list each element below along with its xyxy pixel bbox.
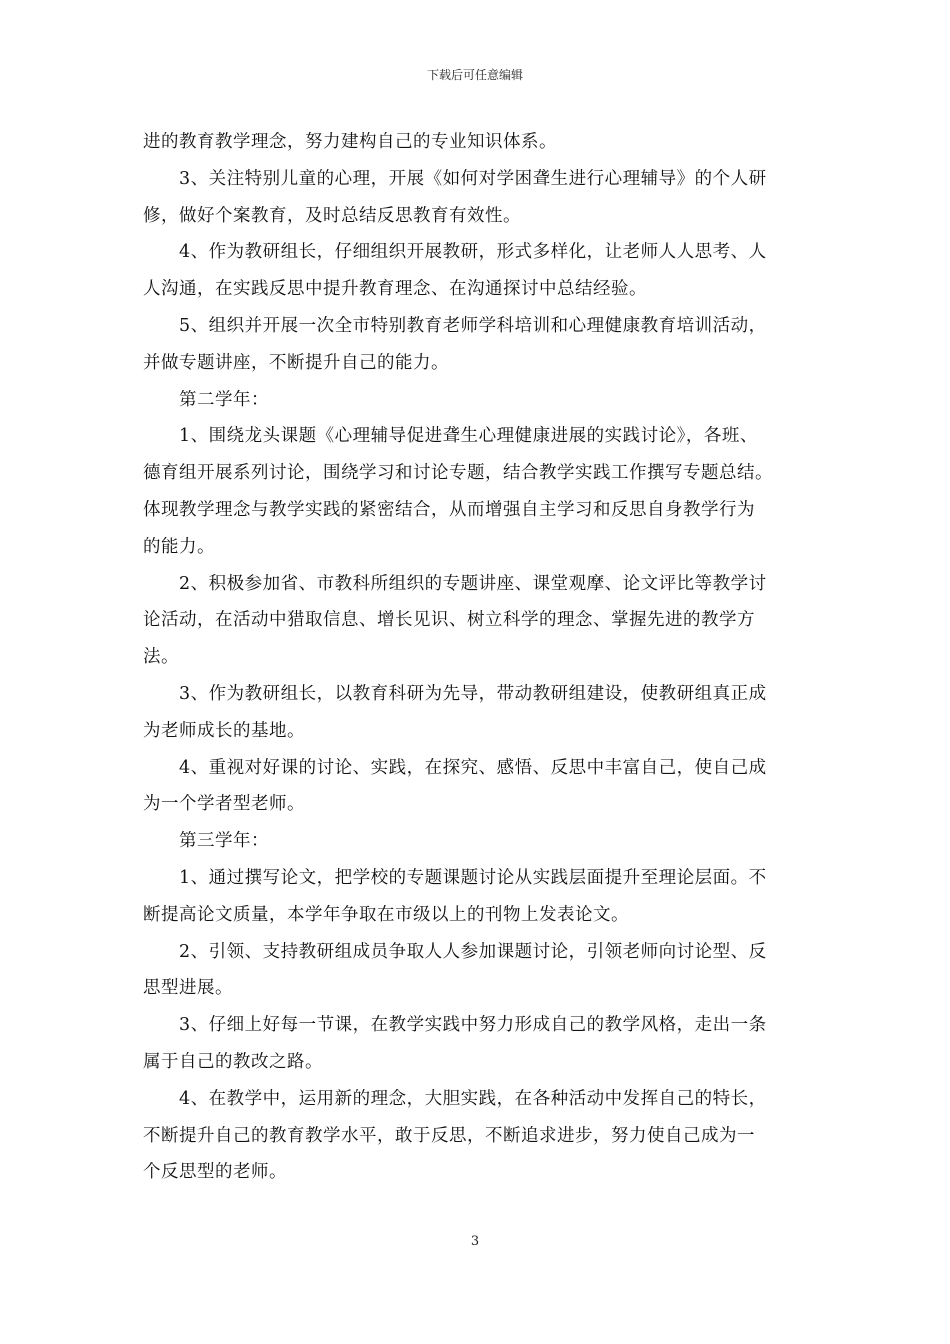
text-line: 5、组织并开展一次全市特别教育老师学科培训和心理健康教育培训活动， [179, 315, 767, 336]
text-line: 为一个学者型老师。 [143, 794, 305, 815]
text-line: 的能力。 [143, 536, 215, 557]
text-line: 1、围绕龙头课题《心理辅导促进聋生心理健康进展的实践讨论》，各班、 [179, 426, 758, 447]
text-line: 第三学年： [179, 831, 269, 852]
text-line: 2、积极参加省、市教科所组织的专题讲座、课堂观摩、论文评比等教学讨 [179, 573, 767, 594]
text-line: 进的教育教学理念，努力建构自己的专业知识体系。 [143, 132, 557, 152]
text-line: 第二学年： [179, 389, 269, 410]
text-line: 为老师成长的基地。 [143, 720, 305, 741]
text-line: 2、引领、支持教研组成员争取人人参加课题讨论，引领老师向讨论型、反 [179, 941, 767, 962]
text-line: 3、作为教研组长，以教育科研为先导，带动教研组建设，使教研组真正成 [179, 683, 767, 704]
text-line: 体现教学理念与教学实践的紧密结合，从而增强自主学习和反思自身教学行为 [143, 499, 755, 520]
text-line: 人沟通，在实践反思中提升教育理念、在沟通探讨中总结经验。 [143, 279, 647, 300]
text-line: 3、关注特别儿童的心理，开展《如何对学困聋生进行心理辅导》的个人研 [179, 168, 767, 189]
text-line: 思型进展。 [143, 978, 233, 999]
text-line: 3、仔细上好每一节课，在教学实践中努力形成自己的教学风格，走出一条 [179, 1015, 767, 1036]
text-line: 属于自己的教改之路。 [143, 1051, 323, 1072]
document-body [143, 124, 813, 1191]
text-line: 并做专题讲座，不断提升自己的能力。 [143, 352, 449, 373]
text-line: 修，做好个案教育，及时总结反思教育有效性。 [143, 205, 521, 226]
text-line: 4、重视对好课的讨论、实践，在探究、感悟、反思中丰富自己，使自己成 [179, 757, 767, 778]
page-header: 下载后可任意编辑 [426, 68, 523, 82]
text-line: 不断提升自己的教育教学水平，敢于反思，不断追求进步，努力使自己成为一 [143, 1125, 755, 1146]
text-line: 法。 [143, 647, 179, 668]
page-number: 3 [470, 1234, 480, 1249]
text-line: 断提高论文质量，本学年争取在市级以上的刊物上发表论文。 [143, 904, 629, 925]
text-line: 1、通过撰写论文，把学校的专题课题讨论从实践层面提升至理论层面。不 [179, 867, 767, 888]
text-line: 4、作为教研组长，仔细组织开展教研，形式多样化，让老师人人思考、人 [179, 242, 767, 263]
text-line: 论活动，在活动中猎取信息、增长见识、树立科学的理念、掌握先进的教学方 [143, 610, 755, 631]
text-line: 德育组开展系列讨论，围绕学习和讨论专题，结合教学实践工作撰写专题总结。 [143, 463, 773, 484]
text-line: 个反思型的老师。 [143, 1162, 287, 1183]
text-line: 4、在教学中，运用新的理念，大胆实践，在各种活动中发挥自己的特长， [179, 1088, 767, 1109]
